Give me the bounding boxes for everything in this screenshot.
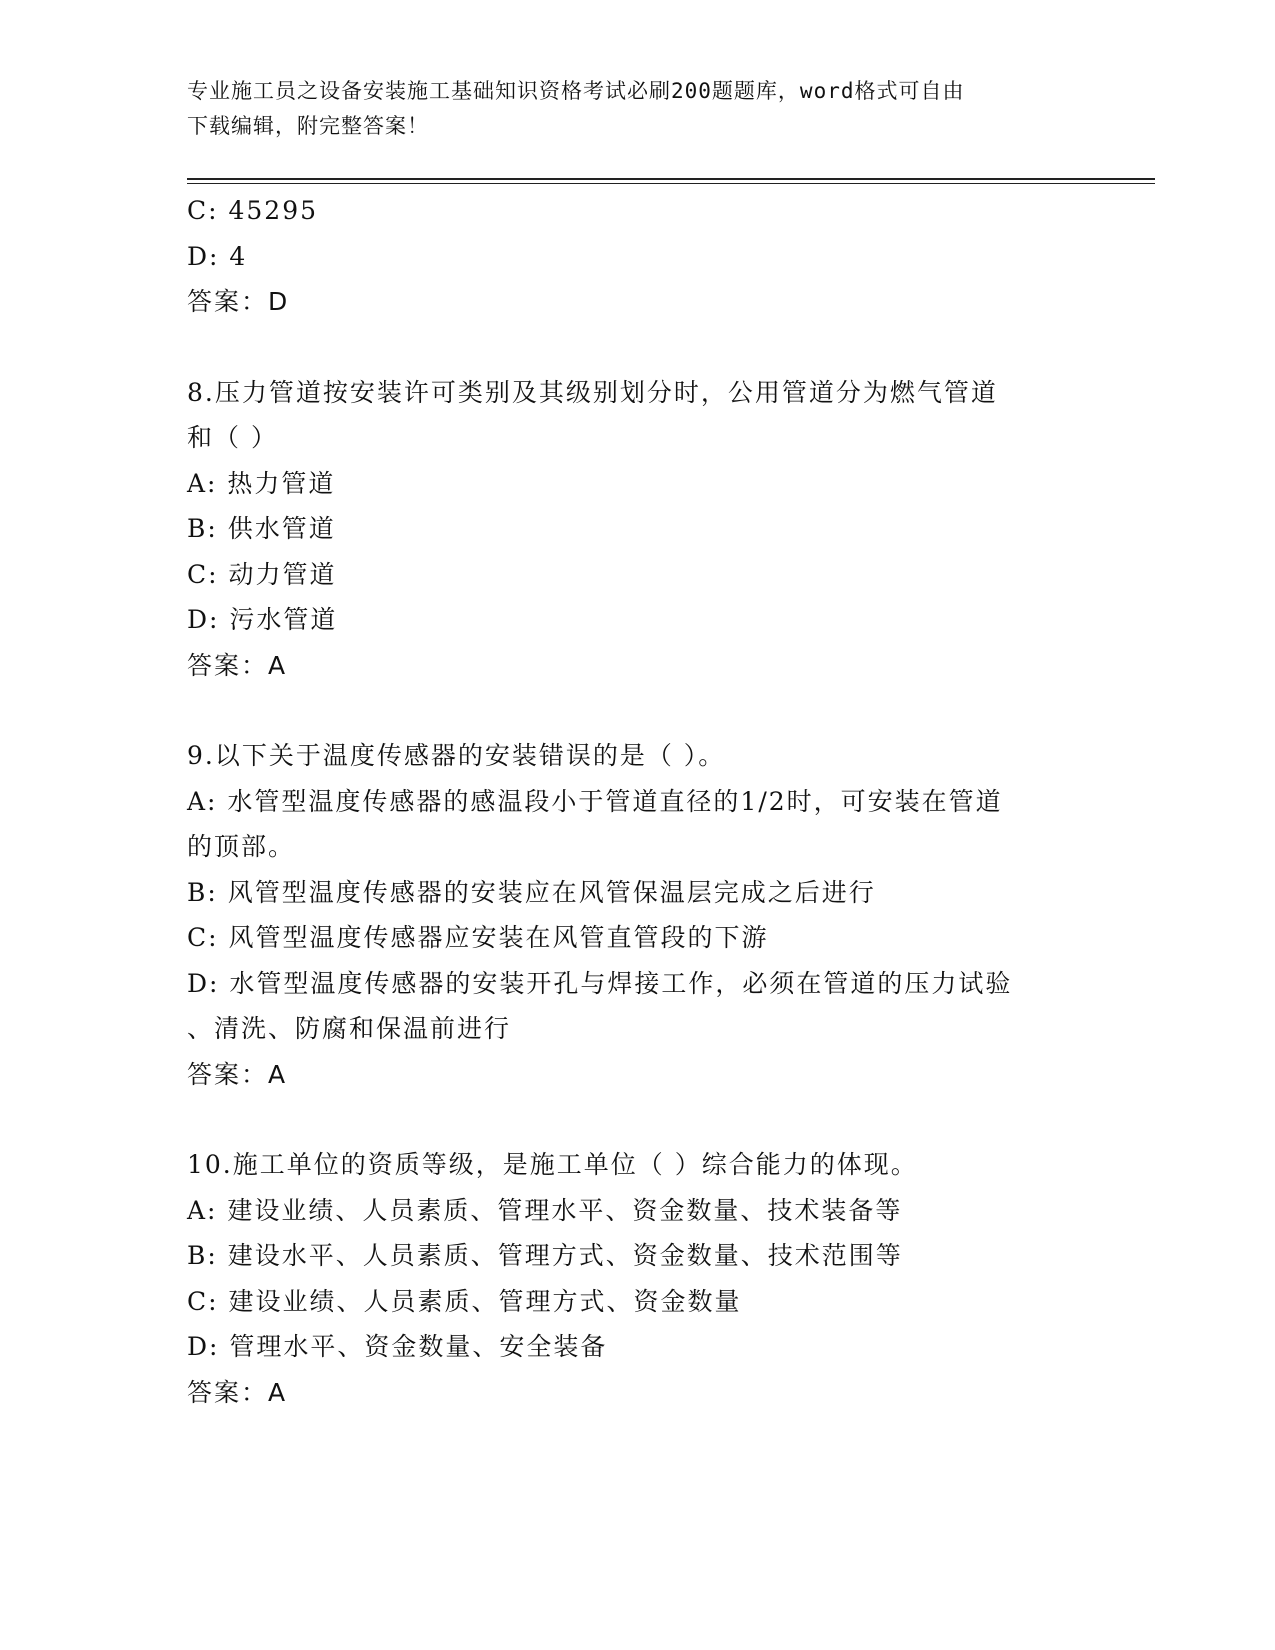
question-stem: 9.以下关于温度传感器的安装错误的是（ ）。 [187,741,726,770]
option-c: C: 风管型温度传感器应安装在风管直管段的下游 [187,923,769,952]
document-header [187,74,1067,144]
option-b: B: 风管型温度传感器的安装应在风管保温层完成之后进行 [187,877,876,907]
option-c: C: 45295 [187,196,319,225]
spacer [187,1097,1087,1142]
option-a: A: 建设业绩、人员素质、管理水平、资金数量、技术装备等 [187,1195,903,1225]
header-divider-thick [187,178,1155,180]
answer: 答案：A [187,650,288,680]
option-d-cont: 、清洗、防腐和保温前进行 [187,1014,512,1043]
question-8 [187,370,1087,689]
answer: 答案：D [187,287,290,316]
option-b: B: 建设水平、人员素质、管理方式、资金数量、技术范围等 [187,1241,903,1270]
answer: 答案：A [187,1377,288,1407]
option-c: C: 建设业绩、人员素质、管理方式、资金数量 [187,1286,742,1316]
question-stem: 10.施工单位的资质等级，是施工单位（ ）综合能力的体现。 [187,1150,918,1179]
question-7-tail [187,188,1087,325]
option-c: C: 动力管道 [187,559,337,589]
option-a-cont: 的顶部。 [187,832,296,861]
option-d: D: 管理水平、资金数量、安全装备 [187,1332,608,1361]
option-d: D: 水管型温度传感器的安装开孔与焊接工作，必须在管道的压力试验 [187,968,1013,998]
spacer [187,688,1087,733]
header-divider-thin [187,183,1155,184]
question-stem: 8.压力管道按安装许可类别及其级别划分时，公用管道分为燃气管道 [187,377,998,407]
option-b: B: 供水管道 [187,514,336,543]
header-line-2: 下载编辑，附完整答案！ [187,114,429,138]
spacer [187,325,1087,370]
question-9 [187,733,1087,1097]
option-a: A: 热力管道 [187,468,336,498]
question-stem-cont: 和（ ） [187,423,278,452]
option-a: A: 水管型温度传感器的感温段小于管道直径的1/2时，可安装在管道 [187,786,1003,816]
header-line-1: 专业施工员之设备安装施工基础知识资格考试必刷200题题库，word格式可自由 [187,79,965,103]
option-d: D: 污水管道 [187,605,338,634]
answer: 答案：A [187,1059,288,1089]
question-list [187,188,1087,1415]
option-d: D: 4 [187,241,248,271]
question-10 [187,1142,1087,1415]
